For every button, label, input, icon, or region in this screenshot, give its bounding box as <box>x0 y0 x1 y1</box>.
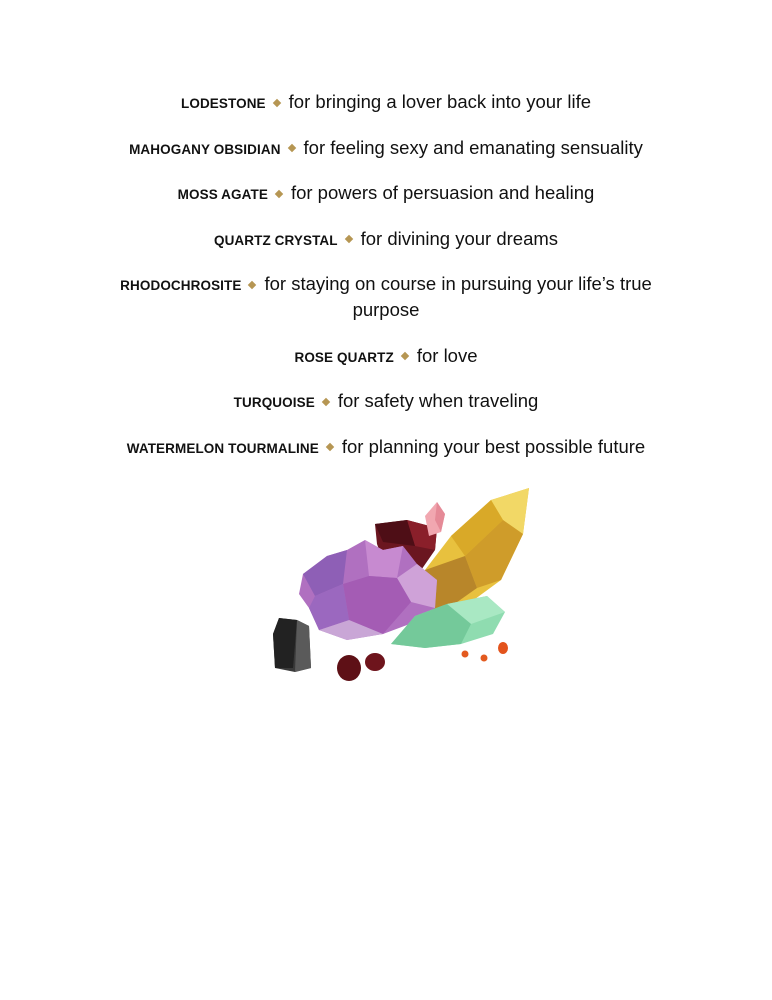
crystal-list <box>90 90 682 480</box>
crystal-entry-quartz-crystal <box>90 227 682 253</box>
crystal-entry-mahogany-obsidian <box>90 136 682 162</box>
crystal-name: RHODOCHROSITE <box>120 278 242 293</box>
crystal-entry-moss-agate <box>90 181 682 207</box>
crystal-description: for divining your dreams <box>360 227 559 249</box>
rose-quartz-shard <box>425 502 445 536</box>
carnelian-chip <box>498 642 508 654</box>
crystal-description: for planning your best possible future <box>341 435 646 457</box>
diamond-bullet-icon <box>248 281 256 289</box>
crystal-description: for bringing a lover back into your life <box>288 91 591 112</box>
diamond-bullet-icon <box>322 398 330 406</box>
black-tourmaline <box>273 618 311 672</box>
crystals-illustration <box>265 484 545 689</box>
diamond-bullet-icon <box>272 99 280 107</box>
diamond-bullet-icon <box>344 235 352 243</box>
crystal-name: TURQUOISE <box>233 395 315 410</box>
crystal-name: LODESTONE <box>181 96 266 111</box>
crystal-description: for powers of persuasion and healing <box>290 182 595 203</box>
diamond-bullet-icon <box>287 144 295 152</box>
crystal-description: for staying on course in pursuing your life’s true purpose <box>264 273 652 320</box>
crystal-description: for feeling sexy and emanating sensuality <box>303 136 643 158</box>
crystal-name: MAHOGANY OBSIDIAN <box>129 141 281 157</box>
garnet-stone <box>337 655 361 681</box>
crystal-description: for safety when traveling <box>337 390 539 411</box>
diamond-bullet-icon <box>401 352 409 360</box>
crystal-entry-turquoise <box>90 389 682 415</box>
diamond-bullet-icon <box>275 190 283 198</box>
crystal-entry-watermelon-tourmaline <box>90 435 682 461</box>
crystal-name: ROSE QUARTZ <box>294 349 394 365</box>
crystal-name: QUARTZ CRYSTAL <box>213 232 338 248</box>
crystal-name: WATERMELON TOURMALINE <box>126 440 319 456</box>
crystal-entry-rhodochrosite <box>90 272 682 324</box>
diamond-bullet-icon <box>326 443 334 451</box>
crystal-entry-rose-quartz <box>90 344 682 370</box>
crystal-name: MOSS AGATE <box>177 187 268 202</box>
garnet-stone <box>365 653 385 671</box>
carnelian-chip <box>462 651 469 658</box>
crystal-description: for love <box>416 344 478 366</box>
carnelian-chip <box>481 655 488 662</box>
crystal-entry-lodestone <box>90 90 682 116</box>
